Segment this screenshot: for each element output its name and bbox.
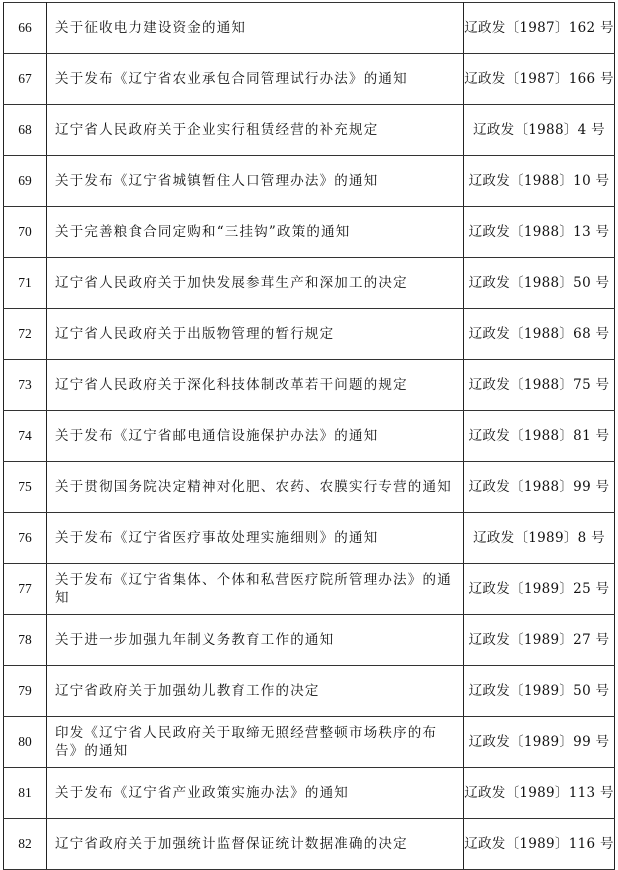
table-row bbox=[4, 258, 615, 309]
document-number: 辽政发〔1988〕99 号 bbox=[464, 462, 615, 513]
table-row bbox=[4, 156, 615, 207]
table-row bbox=[4, 462, 615, 513]
document-number: 辽政发〔1989〕113 号 bbox=[464, 768, 615, 819]
document-number: 辽政发〔1988〕68 号 bbox=[464, 309, 615, 360]
document-title: 关于发布《辽宁省集体、个体和私营医疗院所管理办法》的通知 bbox=[47, 564, 464, 615]
table-row bbox=[4, 819, 615, 870]
document-number: 辽政发〔1989〕99 号 bbox=[464, 717, 615, 768]
row-number: 71 bbox=[4, 258, 47, 309]
row-number: 82 bbox=[4, 819, 47, 870]
row-number: 67 bbox=[4, 54, 47, 105]
row-number: 81 bbox=[4, 768, 47, 819]
table-row bbox=[4, 717, 615, 768]
document-number: 辽政发〔1987〕162 号 bbox=[464, 3, 615, 54]
table-row bbox=[4, 309, 615, 360]
document-title: 关于发布《辽宁省产业政策实施办法》的通知 bbox=[47, 768, 464, 819]
document-number: 辽政发〔1987〕166 号 bbox=[464, 54, 615, 105]
table-row bbox=[4, 768, 615, 819]
document-number: 辽政发〔1988〕13 号 bbox=[464, 207, 615, 258]
table-row bbox=[4, 105, 615, 156]
document-number: 辽政发〔1989〕116 号 bbox=[464, 819, 615, 870]
table-row bbox=[4, 666, 615, 717]
row-number: 78 bbox=[4, 615, 47, 666]
document-title: 辽宁省政府关于加强统计监督保证统计数据准确的决定 bbox=[47, 819, 464, 870]
row-number: 79 bbox=[4, 666, 47, 717]
table-row bbox=[4, 411, 615, 462]
regulations-table bbox=[3, 2, 615, 870]
document-title: 印发《辽宁省人民政府关于取缔无照经营整顿市场秩序的布告》的通知 bbox=[47, 717, 464, 768]
document-title: 关于征收电力建设资金的通知 bbox=[47, 3, 464, 54]
document-number: 辽政发〔1989〕27 号 bbox=[464, 615, 615, 666]
document-title: 关于发布《辽宁省医疗事故处理实施细则》的通知 bbox=[47, 513, 464, 564]
row-number: 69 bbox=[4, 156, 47, 207]
row-number: 77 bbox=[4, 564, 47, 615]
document-title: 辽宁省人民政府关于企业实行租赁经营的补充规定 bbox=[47, 105, 464, 156]
table-row bbox=[4, 615, 615, 666]
table-row bbox=[4, 513, 615, 564]
table-row bbox=[4, 207, 615, 258]
document-number: 辽政发〔1988〕81 号 bbox=[464, 411, 615, 462]
document-title: 辽宁省人民政府关于出版物管理的暂行规定 bbox=[47, 309, 464, 360]
document-title: 辽宁省政府关于加强幼儿教育工作的决定 bbox=[47, 666, 464, 717]
row-number: 75 bbox=[4, 462, 47, 513]
document-title: 关于完善粮食合同定购和“三挂钩”政策的通知 bbox=[47, 207, 464, 258]
document-number: 辽政发〔1988〕75 号 bbox=[464, 360, 615, 411]
document-number: 辽政发〔1989〕8 号 bbox=[464, 513, 615, 564]
document-page bbox=[3, 2, 615, 861]
document-number: 辽政发〔1988〕50 号 bbox=[464, 258, 615, 309]
row-number: 72 bbox=[4, 309, 47, 360]
document-title: 关于发布《辽宁省农业承包合同管理试行办法》的通知 bbox=[47, 54, 464, 105]
row-number: 66 bbox=[4, 3, 47, 54]
row-number: 76 bbox=[4, 513, 47, 564]
row-number: 73 bbox=[4, 360, 47, 411]
document-title: 关于进一步加强九年制义务教育工作的通知 bbox=[47, 615, 464, 666]
document-title: 关于发布《辽宁省城镇暂住人口管理办法》的通知 bbox=[47, 156, 464, 207]
document-number: 辽政发〔1989〕50 号 bbox=[464, 666, 615, 717]
row-number: 68 bbox=[4, 105, 47, 156]
table-row bbox=[4, 360, 615, 411]
table-row bbox=[4, 564, 615, 615]
row-number: 74 bbox=[4, 411, 47, 462]
document-title: 关于发布《辽宁省邮电通信设施保护办法》的通知 bbox=[47, 411, 464, 462]
document-number: 辽政发〔1988〕4 号 bbox=[464, 105, 615, 156]
row-number: 80 bbox=[4, 717, 47, 768]
document-title: 辽宁省人民政府关于加快发展参茸生产和深加工的决定 bbox=[47, 258, 464, 309]
document-title: 辽宁省人民政府关于深化科技体制改革若干问题的规定 bbox=[47, 360, 464, 411]
document-number: 辽政发〔1988〕10 号 bbox=[464, 156, 615, 207]
document-number: 辽政发〔1989〕25 号 bbox=[464, 564, 615, 615]
table-row bbox=[4, 54, 615, 105]
row-number: 70 bbox=[4, 207, 47, 258]
table-row bbox=[4, 3, 615, 54]
document-title: 关于贯彻国务院决定精神对化肥、农药、农膜实行专营的通知 bbox=[47, 462, 464, 513]
